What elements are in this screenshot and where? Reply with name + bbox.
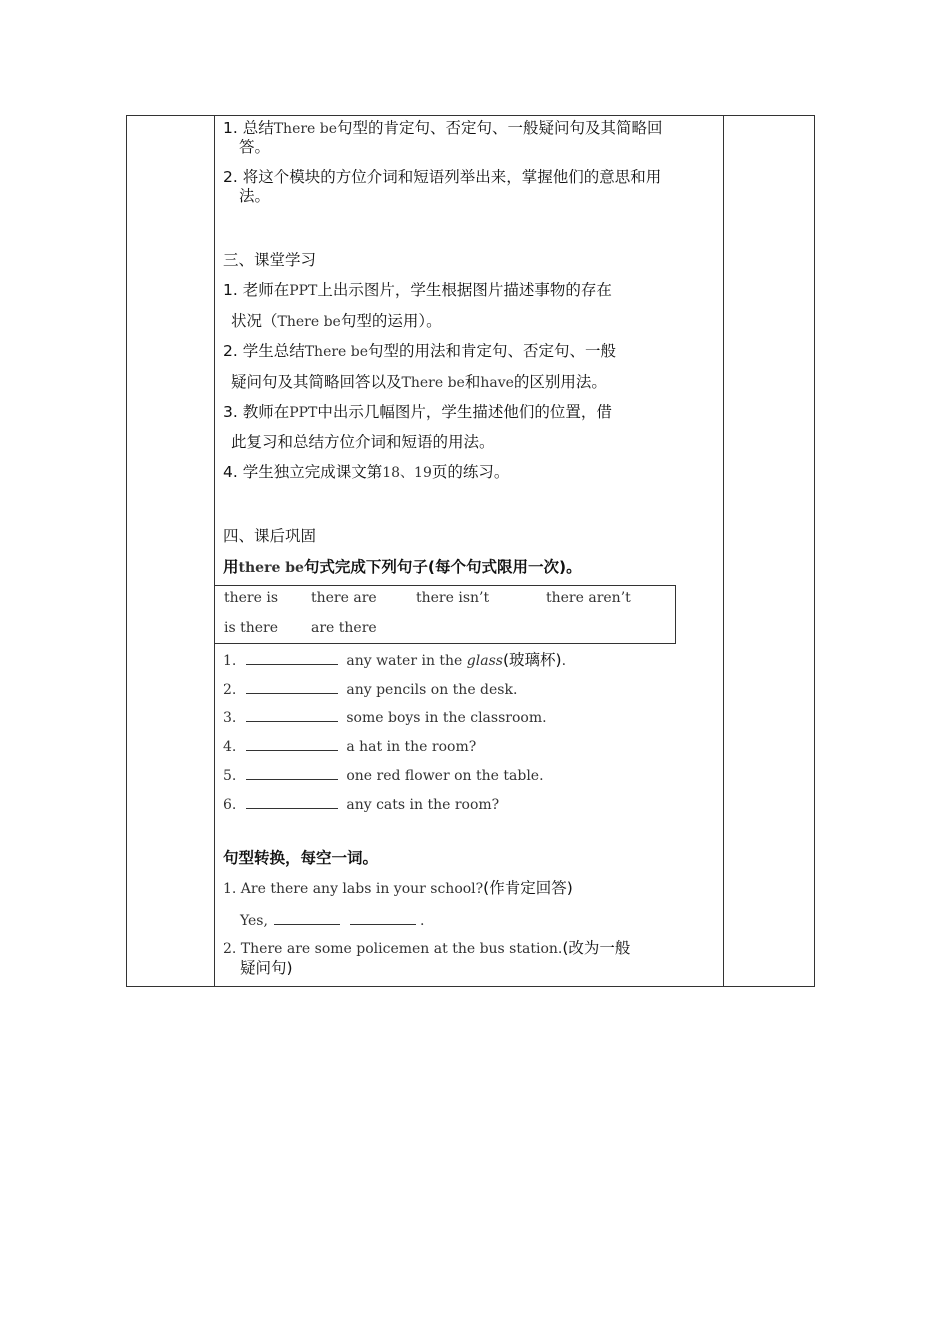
word-bank-item: is there [224, 620, 279, 636]
answer-blank[interactable] [246, 794, 338, 809]
exercise-item-2: 2. any pencils on the desk. [223, 679, 517, 698]
section-heading-transform: 句型转换，每空一词。 [223, 849, 379, 867]
transform-item-2-cont: 疑问句) [240, 959, 293, 977]
answer-blank[interactable] [274, 910, 340, 925]
section-heading-classroom: 三、课堂学习 [223, 251, 317, 269]
transform-item-1: 1. Are there any labs in your school?(作肯定回答) [223, 879, 573, 897]
word-bank-item: there aren’t [546, 590, 631, 606]
transform-item-1-answer: Yes, . [240, 910, 424, 931]
answer-blank[interactable] [246, 650, 338, 665]
exercise-item-3: 3. some boys in the classroom. [223, 707, 547, 726]
answer-blank[interactable] [246, 765, 338, 780]
answer-blank[interactable] [246, 707, 338, 722]
transform-item-2: 2. There are some policemen at the bus station.(改为一般 [223, 939, 631, 957]
classroom-step-3-cont: 此复习和总结方位介词和短语的用法。 [231, 433, 495, 451]
review-item-2-cont: 法。 [239, 187, 271, 205]
word-bank-item: there isn’t [416, 590, 490, 606]
word-bank-box [214, 585, 676, 644]
review-item-2: 2. 将这个模块的方位介词和短语列举出来，掌握他们的意思和用 [223, 168, 662, 186]
word-bank-item: are there [311, 620, 377, 636]
classroom-step-2: 2. 学生总结There be句型的用法和肯定句、否定句、一般 [223, 342, 617, 360]
classroom-step-1: 1. 老师在PPT上出示图片，学生根据图片描述事物的存在 [223, 281, 612, 299]
exercise-instruction: 用there be句式完成下列句子(每个句式限用一次)。 [223, 558, 582, 576]
section-heading-after-class: 四、课后巩固 [223, 527, 317, 545]
word-bank-item: there are [311, 590, 377, 606]
answer-blank[interactable] [246, 679, 338, 694]
exercise-item-5: 5. one red flower on the table. [223, 765, 544, 784]
classroom-step-3: 3. 教师在PPT中出示几幅图片，学生描述他们的位置，借 [223, 403, 612, 421]
column-divider-left [214, 116, 215, 986]
exercise-item-4: 4. a hat in the room? [223, 736, 476, 755]
column-divider-right [723, 116, 724, 986]
classroom-step-4: 4. 学生独立完成课文第18、19页的练习。 [223, 463, 510, 481]
review-item-1: 1. 总结There be句型的肯定句、否定句、一般疑问句及其简略回 [223, 119, 663, 137]
exercise-item-6: 6. any cats in the room? [223, 794, 499, 813]
review-item-1-cont: 答。 [239, 138, 271, 156]
classroom-step-1-cont: 状况（There be句型的运用）。 [231, 312, 442, 330]
exercise-item-1: 1. any water in the glass(玻璃杯). [223, 651, 567, 669]
answer-blank[interactable] [246, 736, 338, 751]
word-bank-item: there is [224, 590, 279, 606]
classroom-step-2-cont: 疑问句及其简略回答以及There be和have的区别用法。 [231, 373, 607, 391]
answer-blank[interactable] [350, 910, 416, 925]
